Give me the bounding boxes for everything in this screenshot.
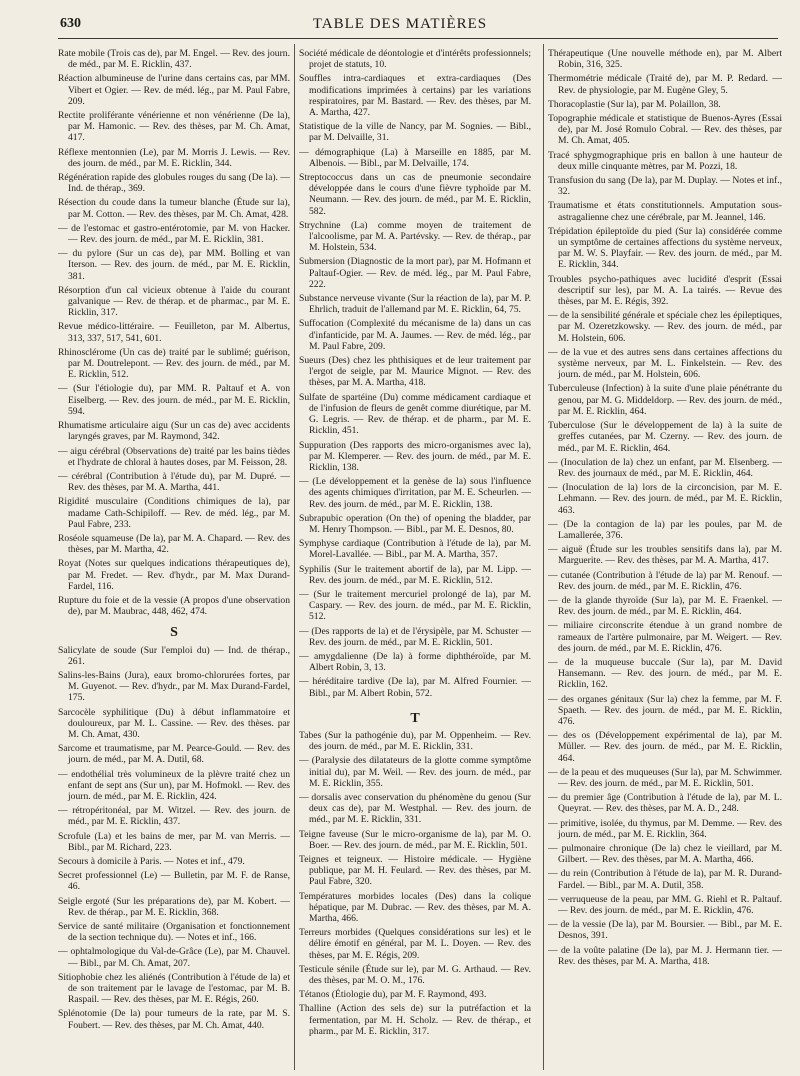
index-entry: Société médicale de déontologie et d'intérêts professionnels; projet de statuts, 10. [299,48,531,71]
index-entry: Réflexe mentonnien (Le), par M. Morris J. Lewis. — Rev. des journ. de méd., par M. E. Ricklin, 344. [58,146,290,169]
index-entry: Strychnine (La) comme moyen de traitement de l'alcoolisme, par M. A. Partévsky. — Rev. de thérap., par M. Holstein, 534. [299,219,531,254]
index-entry: — (Sur le traitement mercuriel prolongé de la), par M. Caspary. — Rev. des journ. de méd., par M. E. Ricklin, 512. [299,588,531,623]
section-letter: S [170,625,178,641]
header-rule [58,38,778,39]
index-entry: Teigne faveuse (Sur le micro-organisme de la), par M. O. Boer. — Rev. des journ. de méd., par M. E. Ricklin, 501. [299,828,531,851]
index-entry: Statistique de la ville de Nancy, par M. Sognies. — Bibl., par M. Delvaille, 31. [299,121,531,144]
index-entry: Troubles psycho-pathiques avec lucidité d'esprit (Essai descriptif sur les), par M. A. La tairés. — Revue des thèses, par M. E. Régis, 392. [548,273,782,308]
index-entry: — amygdalienne (De la) à forme diphthéroïde, par M. Albert Robin, 3, 13. [299,650,531,674]
index-entry: — du rein (Contribution à l'étude de la), par M. R. Durand-Fardel. — Bibl., par M. A. Dutil, 358. [548,868,782,891]
index-entry: — des os (Développement expérimental de la), par M. Müller. — Rev. des journ. de méd., par M. E. Ricklin, 464. [548,730,782,764]
index-entry: — (Le développement et la genèse de la) sous l'influence des agents chimiques d'irritation, par M. E. Scheurlen. — Rev. des journ. de méd., par M. E. Ricklin, 138. [299,476,531,510]
index-entry: — primitive, isolée, du thymus, par M. Demme. — Rev. des journ. de méd., par M. E. Ricklin, 364. [548,817,782,840]
index-entry: Souffles intra-cardiaques et extra-cardiaques (Des modifications imprimées à certains) par les variations respiratoires, par M. Bastard. — Rev. des thèses, par M. A. Martha, 427. [299,73,531,119]
index-entry: — du premier âge (Contribution à l'étude de la), par M. L. Queyrat. — Rev. des thèses, par M. A. D., 248. [548,792,782,815]
index-entry: Tuberculose (Sur le développement de la) à la suite de greffes cutanées, par M. Czerny. — Rev. des journ. de méd., par M. E. Ricklin, 464. [548,420,782,454]
index-entry: Régénération rapide des globules rouges du sang (De la). — Ind. de thérap., 369. [58,172,290,195]
index-entry: — (De la contagion de la) par les poules, par M. de Lamallerée, 376. [548,518,782,541]
index-entry: Tabes (Sur la pathogénie du), par M. Oppenheim. — Rev. des journ. de méd., par M. E. Ricklin, 331. [299,729,531,753]
index-entry: — ophtalmologique du Val-de-Grâce (Le), par M. Chauvel. — Bibl., par M. Ch. Amat, 207. [58,946,290,969]
index-entry: — rétropéritonéal, par M. Witzel. — Rev. des journ. de méd., par M. E. Ricklin, 437. [58,805,290,828]
index-entry: — (Inoculation de la) lors de la circoncision, par M. E. Lehmann. — Rev. des journ. de méd., par M. E. Ricklin, 463. [548,482,782,516]
index-entry: — de la voûte palatine (De la), par M. J. Hermann tier. — Rev. des thèses, par M. A. Martha, 418. [548,944,782,967]
index-entry: Thalline (Action des sels de) sur la putréfaction et la fermentation, par M. H. Scholz. — Rev. de thérap., et pharm., par M. E. Ricklin, 317. [299,1003,531,1037]
index-entry: — de la sensibilité générale et spéciale chez les épileptiques, par M. Ozeretzkowsky. — Rev. des journ. de méd., par M. Holstein, 606. [548,310,782,344]
index-entry: — dorsalis avec conservation du phénomène du genou (Sur deux cas de), par M. Westphal. — Rev. des journ. de méd., par M. E. Ricklin, 331. [299,791,531,826]
index-entry: Réaction albumineuse de l'urine dans certains cas, par MM. Vibert et Ogier. — Rev. de méd. lég., par M. Paul Fabre, 209. [58,73,290,107]
index-entry: Suffocation (Complexité du mécanisme de la) dans un cas d'infanticide, par M. A. Jaumes. — Rev. de méd. lég., par M. Paul Fabre, 209. [299,318,531,352]
index-entry: — (Des rapports de la) et de l'érysipèle, par M. Schuster — Rev. des journ. de méd., par M. E. Ricklin, 501. [299,625,531,648]
index-entry: Résection du coude dans la tumeur blanche (Étude sur la), par M. Cotton. — Rev. des thèses, par M. Ch. Amat, 428. [58,197,290,220]
index-entry: — miliaire circonscrite étendue à un grand nombre de rameaux de l'artère pulmonaire, par M. Weigert. — Rev. des journ. de méd., par M. E. Ricklin, 476. [548,620,782,654]
index-entry: Revue médico-littéraire. — Feuilleton, par M. Albertus, 313, 337, 517, 541, 601. [58,321,290,344]
index-entry: Sarcocèle syphilitique (Du) à début inflammatoire et douloureux, par M. L. Cassine. — Rev. des thèses. par M. Ch. Amat, 430. [58,706,290,740]
index-entry: Sarcome et traumatisme, par M. Pearce-Gould. — Rev. des journ. de méd., par M. A. Dutil, 68. [58,743,290,766]
section-letter: T [410,710,420,726]
column-divider [294,44,295,1070]
index-entry: Tuberculeuse (Infection) à la suite d'une plaie pénétrante du genou, par M. G. Middeldorp. — Rev. des journ. de méd., par M. E. Ricklin, 464. [548,383,782,417]
index-entry: — verruqueuse de la peau, par MM. G. Riehl et R. Paltauf. — Rev. des journ. de méd., par M. E. Ricklin, 476. [548,893,782,917]
index-entry: — aigu cérébral (Observations de) traité par les bains tièdes et l'hydrate de chloral à hautes doses, par M. Feisson, 28. [58,445,290,468]
index-entry: Rate mobile (Trois cas de), par M. Engel. — Rev. des journ. de méd., par M. E. Ricklin, 437. [58,48,290,71]
index-entry: Subrapubic operation (On the) of opening the bladder, par M. Henry Thompson. — Bibl., par M. E. Desnos, 80. [299,512,531,535]
page-number: 630 [60,16,81,31]
index-entry: Sitiophobie chez les aliénés (Contribution à l'étude de la) et de son traitement par le lavage de l'estomac, par M. B. Raspail. — Rev. des thèses, par M. E. Régis, 260. [58,971,290,1006]
index-entry: Thérapeutique (Une nouvelle méthode en), par M. Albert Robin, 316, 325. [548,48,782,71]
index-entry: Traumatisme et états constitutionnels. Amputation sous-astragalienne chez une cérébrale, par M. Jeannel, 146. [548,200,782,223]
index-entry: — de la peau et des muqueuses (Sur la), par M. Schwimmer. — Rev. des journ. de méd., par M. E. Ricklin, 501. [548,766,782,789]
index-entry: Substance nerveuse vivante (Sur la réaction de la), par M. P. Ehrlich, traduit de l'allemand par M. E. Ricklin, 64, 75. [299,293,531,316]
index-entry: Rhinosclérome (Un cas de) traité par le sublimé; guérison, par M. Doutrelepont. — Rev. des journ. de méd., par M. E. Ricklin, 512. [58,346,290,381]
index-entry: Salins-les-Bains (Jura), eaux bromo-chlorurées fortes, par M. Guyenot. — Rev. d'hydr., par M. Max Durand-Fardel, 175. [58,669,290,704]
page-header [0,14,800,38]
index-entry: — endothélial très volumineux de la plèvre traité chez un enfant de sept ans (Sur un), par M. Hofmokl. — Rev. des journ. de méd., par M. E. Ricklin, 424. [58,768,290,802]
index-entry: Roséole squameuse (De la), par M. A. Chapard. — Rev. des thèses, par M. Martha, 42. [58,532,290,556]
index-column-3 [548,48,782,1068]
index-entry: Syphilis (Sur le traitement abortif de la), par M. Lipp. — Rev. des journ. de méd., par M. E. Ricklin, 512. [299,563,531,586]
index-column-1 [58,48,290,1068]
index-entry: Transfusion du sang (De la), par M. Duplay. — Notes et inf., 32. [548,175,782,198]
index-entry: Terreurs morbides (Quelques considérations sur les) et le délire émotif en général, par M. L. Doyen. — Rev. des thèses, par M. E. Régis, 209. [299,927,531,961]
index-entry: Rhumatisme articulaire aigu (Sur un cas de) avec accidents laryngés graves, par M. Raymond, 342. [58,420,290,443]
index-entry: Suppuration (Des rapports des micro-organismes avec la), par M. Klemperer. — Rev. des journ. de méd., par M. E. Ricklin, 138. [299,439,531,473]
index-entry: Topographie médicale et statistique de Buenos-Ayres (Essai de), par M. José Romulo Cobral. — Rev. des thèses, par M. Ch. Amat, 405. [548,113,782,147]
index-entry: — (Inoculation de la) chez un enfant, par M. Elsenberg. — Rev. des journaux de méd., par M. E. Ricklin, 464. [548,456,782,479]
index-entry: Rupture du foie et de la vessie (A propos d'une observation de), par M. Maubrac, 448, 462, 474. [58,594,290,618]
index-entry: — de la glande thyroïde (Sur la), par M. E. Fraenkel. — Rev. des journ. de méd., par M. E. Ricklin, 464. [548,594,782,618]
index-entry: Secours à domicile à Paris. — Notes et inf., 479. [58,856,245,867]
index-entry: — héréditaire tardive (De la), par M. Alfred Fournier. — Bibl., par M. Albert Robin, 572. [299,676,531,699]
page-title: TABLE DES MATIÈRES [312,16,488,32]
index-entry: Résorption d'un cal vicieux obtenue à l'aide du courant galvanique — Rev. de thérap. et de pharmac., par M. E. Ricklin, 317. [58,284,290,319]
index-entry: — démographique (La) à Marseille en 1885, par M. Albenois. — Bibl., par M. Delvaille, 174. [299,146,531,169]
index-entry: Royat (Notes sur quelques indications thérapeutiques de), par M. Fredet. — Rev. d'hydr., par M. Max Durand-Fardel, 116. [58,558,290,592]
index-entry: — cérébral (Contribution à l'étude du), par M. Dupré. — Rev. des thèses, par M. A. Martha, 441. [58,470,290,494]
index-entry: Service de santé militaire (Organisation et fonctionnement de la section technique du). — Notes et inf., 166. [58,921,290,944]
index-entry: Submersion (Diagnostic de la mort par), par M. Hofmann et Paltauf-Ogier. — Rev. de méd. lég., par M. Paul Fabre, 222. [299,256,531,290]
index-entry: — aiguë (Étude sur les troubles sensitifs dans la), par M. Marguerite. — Rev. des thèses, par M. A. Martha, 417. [548,544,782,567]
index-entry: — (Paralysie des dilatateurs de la glotte comme symptôme initial du), par M. Weil. — Rev. des journ. de méd., par M. E. Ricklin, 355. [299,755,531,789]
index-entry: Tétanos (Étiologie du), par M. F. Raymond, 493. [299,989,487,1001]
index-entry: Seigle ergoté (Sur les préparations de), par M. Kobert. — Rev. de thérap., par M. E. Ricklin, 368. [58,895,290,918]
index-entry: — de l'estomac et gastro-entérotomie, par M. von Hacker. — Rev. des journ. de méd., par M. E. Ricklin, 381. [58,222,290,246]
index-entry: Rigidité musculaire (Conditions chimiques de la), par madame Cath-Schipiloff. — Rev. de méd. lég., par M. Paul Fabre, 233. [58,496,290,530]
index-entry: Rectite proliférante vénérienne et non vénérienne (De la), par M. Hamonic. — Rev. des thèses, par M. Ch. Amat, 417. [58,110,290,144]
index-entry: Scrofule (La) et les bains de mer, par M. van Merris. — Bibl., par M. Richard, 223. [58,830,290,853]
index-entry: Salicylate de soude (Sur l'emploi du) — Ind. de thérap., 261. [58,644,290,667]
index-entry: — de la vue et des autres sens dans certaines affections du système nerveux, par M. L. Finkelstein. — Rev. des journ. de méd., par M. Holstein, 606. [548,346,782,381]
index-entry: — de la muqueuse buccale (Sur la), par M. David Hansemann. — Rev. des journ. de méd., par M. E. Ricklin, 162. [548,656,782,691]
index-entry: Streptococcus dans un cas de pneumonie secondaire développée dans le cours d'une fièvre typhoïde par M. Neumann. — Rev. des journ. de méd., par M. E. Ricklin, 582. [299,172,531,217]
index-entry: — des organes génitaux (Sur la) chez la femme, par M. F. Spaeth. — Rev. des journ. de méd., par M. E. Ricklin, 476. [548,693,782,727]
index-entry: Trépidation épileptoïde du pied (Sur la) considérée comme un symptôme de certaines affections du système nerveux, par M. W. S. Playfair. — Rev. des journ. de méd., par M. E. Ricklin, 344. [548,225,782,271]
index-entry: Teignes et teigneux. — Histoire médicale. — Hygiène publique, par M. H. Feulard. — Rev. des thèses, par M. Paul Fabre, 320. [299,854,531,888]
index-entry: — pulmonaire chronique (De la) chez le vieillard, par M. Gilbert. — Rev. des thèses, par M. A. Martha, 466. [548,843,782,866]
column-divider [543,44,544,1070]
index-entry: Températures morbides locales (Des) dans la colique hépatique, par M. Dubrac. — Rev. des thèses, par M. A. Martha, 466. [299,890,531,925]
index-entry: Secret professionnel (Le) — Bulletin, par M. F. de Ranse, 46. [58,870,290,893]
index-entry: Thermométrie médicale (Traité de), par M. P. Redard. — Rev. de physiologie, par M. Eugène Gley, 5. [548,73,782,96]
index-entry: Sueurs (Des) chez les phthisiques et de leur traitement par l'ergot de seigle, par M. Maurice Mignot. — Rev. des thèses, par M. A. Martha, 418. [299,355,531,389]
index-entry: — de la vessie (De la), par M. Boursier. — Bibl., par M. E. Desnos, 391. [548,919,782,942]
index-entry: Testicule sénile (Étude sur le), par M. G. Arthaud. — Rev. des thèses, par M. O. M., 176. [299,963,531,987]
index-entry: Tracé sphygmographique pris en ballon à une hauteur de deux mille cinquante mètres, par M. Pozzi, 18. [548,149,782,172]
index-entry: — cutanée (Contribution à l'étude de la) par M. Renouf. — Rev. des journ. de méd., par M. E. Ricklin, 476. [548,569,782,592]
index-entry: Thoracoplastie (Sur la), par M. Polaillon, 38. [548,98,721,110]
index-column-2 [299,48,531,1068]
index-entry: Sulfate de spartéine (Du) comme médicament cardiaque et de l'infusion de fleurs de genêt comme diurétique, par M. G. Legris. — Rev. de thérap. et de pharm., par M. E. Ricklin, 451. [299,391,531,437]
index-entry: Splénotomie (De la) pour tumeurs de la rate, par M. S. Foubert. — Rev. des thèses, par M. Ch. Amat, 440. [58,1008,290,1031]
index-entry: Symphyse cardiaque (Contribution à l'étude de la), par M. Morel-Lavallée. — Bibl., par M. A. Martha, 357. [299,538,531,561]
index-entry: — (Sur l'étiologie du), par MM. R. Paltauf et A. von Eiselberg. — Rev. des journ. de méd., par M. E. Ricklin, 594. [58,383,290,417]
index-entry: — du pylore (Sur un cas de), par MM. Bolling et van Iterson. — Rev. des journ. de méd., par M. E. Ricklin, 381. [58,248,290,282]
